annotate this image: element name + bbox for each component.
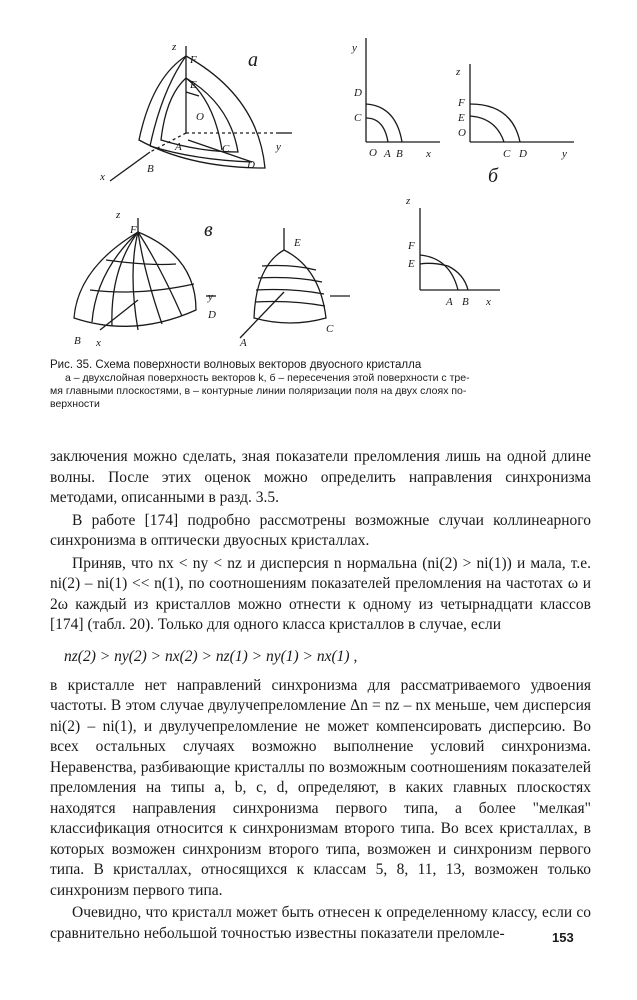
x-axis-v2 <box>240 292 284 338</box>
label-D-a: D <box>247 159 255 171</box>
label-O-a: O <box>196 111 204 123</box>
label-z-b3: z <box>406 195 411 207</box>
label-C-a: C <box>222 143 230 155</box>
label-C-b1: C <box>354 112 362 124</box>
contour-4-v <box>138 232 182 316</box>
label-y-b2: y <box>562 148 567 160</box>
curve-outer-b3 <box>420 255 458 290</box>
label-z-v1: z <box>116 209 121 221</box>
panel-label-b: б <box>488 165 499 187</box>
contour-7-v <box>90 284 194 292</box>
label-A-a: A <box>175 141 182 153</box>
label-F-b3: F <box>408 240 415 252</box>
label-B-b1: B <box>396 148 403 160</box>
label-A-b3: A <box>446 296 453 308</box>
paragraph-4: в кристалле нет направлений синхронизма для рассматриваемого удвоения частоты. В этом случае двулучепреломление Δn = nz – nx меньше, чем дисперсия ni(2) – ni(1), и двулучепреломление не может компенсировать дисперсию. Во всех остальных случаях возможно выполнение условий синхронизма. Неравенства, разбивающие кристаллы по возможным соотношениям показателей преломления на типы a, b, c, d, определяют, в каких главных плоскостях находятся направления синхронизма первого типа, а более "мелкая" классификация относится к синхронизмам второго типа. Во всех кристаллах, в которых возможен синхронизм второго типа, возможен и синхронизм первого типа. В кристаллах, относящихся к классам 5, 8, 11, 13, возможен только синхронизм первого типа. <box>50 676 591 899</box>
label-E-b2: E <box>458 112 465 124</box>
label-B-a: B <box>147 163 154 175</box>
panel-label-v: в <box>204 219 213 241</box>
band-1-v <box>258 278 322 283</box>
contour-6-v <box>106 260 176 265</box>
paragraph-3: Приняв, что nx < ny < nz и дисперсия n нормальна (ni(2) > ni(1)) и мала, т.е. ni(2) – ni(1) << n(1), по соотношениям показателей преломления на частотах ω и 2ω каждый из кристаллов можно отнести к одному из четырнадцати классов [174] (табл. 20). Только для одного класса кристаллов в случае, если <box>50 554 591 633</box>
label-F-b2: F <box>458 97 465 109</box>
panel-b-xy <box>366 38 440 142</box>
curve-outer-b1 <box>366 104 402 142</box>
label-C-v2: C <box>326 323 334 335</box>
contour-5-v <box>92 232 138 322</box>
label-x-b1: x <box>426 148 431 160</box>
label-E-a: E <box>190 79 197 91</box>
label-O-b1: O <box>369 147 377 159</box>
figure-35-drawing <box>0 0 637 360</box>
paragraph-2: В работе [174] подробно рассмотрены возможные случаи коллинеарного синхронизма в оптически двуосных кристаллах. <box>50 511 591 549</box>
label-B-v1: B <box>74 335 81 347</box>
panel-b-yz <box>470 64 574 142</box>
label-z-b2: z <box>456 66 461 78</box>
label-x-b3: x <box>486 296 491 308</box>
panel-b-xz <box>420 208 500 290</box>
z-cut-a <box>186 92 199 96</box>
figure-35 <box>0 0 637 360</box>
caption-line-3: верхности <box>50 398 100 410</box>
label-E-b3: E <box>408 258 415 270</box>
label-E-v2: E <box>294 237 301 249</box>
page-number: 153 <box>552 930 574 945</box>
body-text <box>50 447 591 944</box>
curve-inner-b2 <box>470 116 504 142</box>
label-y-b1: y <box>352 42 357 54</box>
panel-label-a: a <box>248 49 258 71</box>
inequality-formula: nz(2) > ny(2) > nx(2) > nz(1) > ny(1) > nx(1) , <box>64 648 358 665</box>
paragraph-5: Очевидно, что кристалл может быть отнесен к определенному классу, если со сравнительно небольшой точностью известны показатели преломле- <box>50 904 591 942</box>
paragraph-1: заключения можно сделать, зная показатели преломления лишь на одной длине волны. После этих оценок можно определить направления синхронизма методами, описанными в разд. 3.5. <box>50 448 591 506</box>
contour-2-v <box>133 232 138 330</box>
label-z-a: z <box>172 41 177 53</box>
label-C-b2: C <box>503 148 511 160</box>
outer-meridian-a <box>150 56 186 146</box>
contour-3-v <box>138 232 162 324</box>
label-B-b3: B <box>462 296 469 308</box>
label-F-a: F <box>190 54 197 66</box>
figure-caption <box>50 358 590 411</box>
label-D-b1: D <box>354 87 362 99</box>
band-3-v <box>255 302 325 307</box>
label-x-a: x <box>100 171 105 183</box>
label-O-b2: O <box>458 127 466 139</box>
label-y-a: y <box>276 141 281 153</box>
caption-title: Рис. 35. Схема поверхности волновых векторов двуосного кристалла <box>50 359 422 371</box>
label-A-v2: A <box>240 337 247 349</box>
x-axis-a <box>110 152 150 181</box>
panel-v-outer <box>74 218 216 330</box>
caption-line-2: мя главными плоскостями, в – контурные линии поляризации поля на двух слоях по- <box>50 385 467 397</box>
label-y-v1: y <box>208 291 213 303</box>
cut-edge-a <box>188 140 252 162</box>
caption-line-1: а – двухслойная поверхность векторов k, б – пересечения этой поверхности с тре- <box>65 372 470 384</box>
label-F-v1: F <box>130 224 137 236</box>
label-A-b1: A <box>384 148 391 160</box>
label-x-v1: x <box>96 337 101 349</box>
label-D-b2: D <box>519 148 527 160</box>
band-2-v <box>256 290 324 295</box>
curve-outer-b2 <box>470 104 520 142</box>
label-D-v1: D <box>208 309 216 321</box>
curve-inner-b3 <box>420 263 468 290</box>
curve-inner-b1 <box>366 118 388 142</box>
